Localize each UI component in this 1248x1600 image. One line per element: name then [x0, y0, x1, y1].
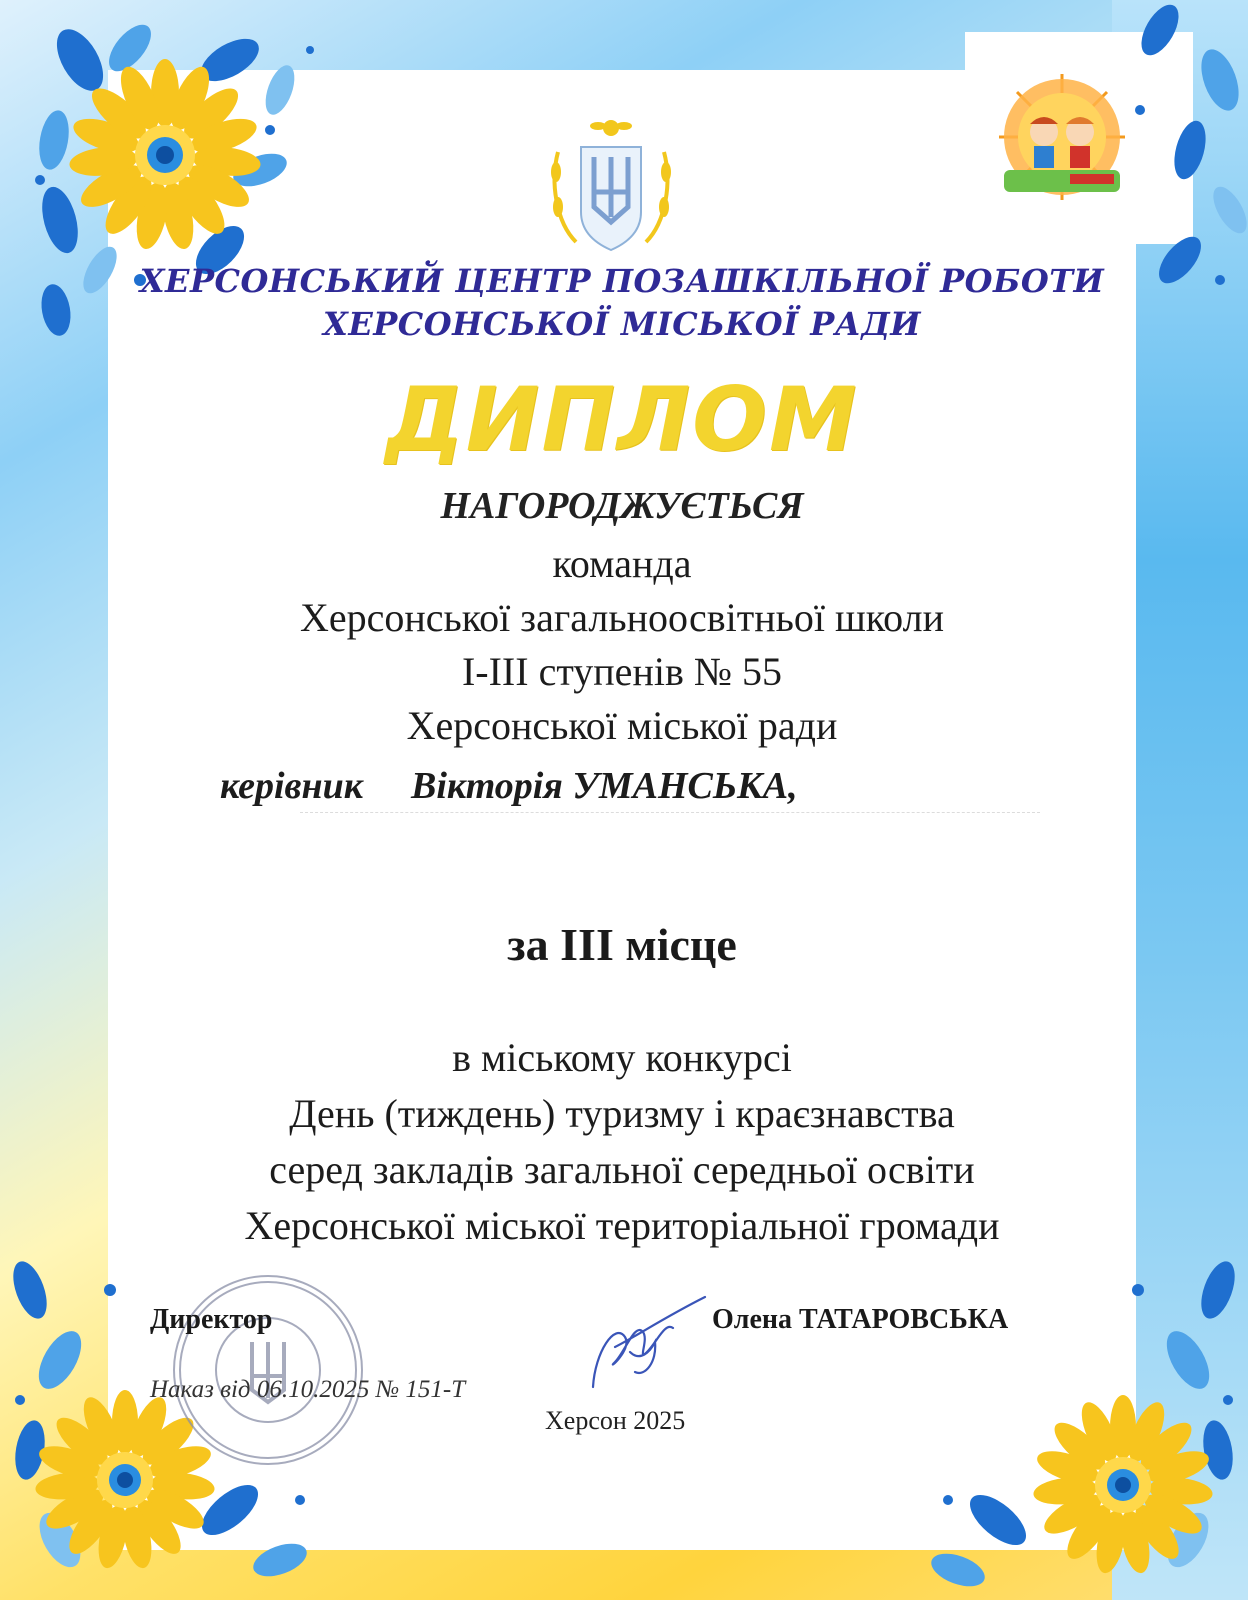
director-label: Директор	[150, 1304, 273, 1335]
leader-name: Вікторія УМАНСЬКА,	[411, 765, 798, 807]
trident-emblem-icon	[536, 112, 686, 262]
diploma-title: ДИПЛОМ	[385, 368, 859, 471]
redacted-area	[300, 812, 1040, 835]
top-left-floral-icon	[20, 20, 350, 350]
organization-name-line1: ХЕРСОНСЬКИЙ ЦЕНТР ПОЗАШКІЛЬНОЇ РОБОТИ	[139, 262, 1105, 300]
recipient-line: Херсонської міської ради	[406, 703, 838, 748]
recipient-line: команда	[552, 541, 692, 586]
leader-row	[220, 764, 798, 808]
contest-line: Херсонської міської територіальної громади	[244, 1203, 1000, 1248]
leader-label: керівник	[220, 765, 364, 807]
bottom-right-floral-icon	[918, 1250, 1248, 1600]
contest-line: в міському конкурсі	[452, 1035, 792, 1080]
contest-line: День (тиждень) туризму і краєзнавства	[289, 1091, 955, 1136]
organization-logo-icon	[982, 62, 1142, 212]
award-place: за ІІІ місце	[507, 919, 737, 970]
contest-line: серед закладів загальної середньої освіти	[269, 1147, 975, 1192]
city-year: Херсон 2025	[545, 1406, 686, 1435]
recipient-line: І-ІІІ ступенів № 55	[461, 649, 783, 694]
organization-name-line2: ХЕРСОНСЬКОЇ МІСЬКОЇ РАДИ	[323, 305, 921, 343]
official-stamp-icon	[170, 1272, 366, 1468]
director-name: Олена ТАТАРОВСЬКА	[712, 1304, 1009, 1335]
awarded-heading: НАГОРОДЖУЄТЬСЯ	[440, 485, 804, 527]
signature-icon	[585, 1292, 710, 1397]
order-reference: Наказ від 06.10.2025 № 151-Т	[150, 1376, 466, 1403]
recipient-line: Херсонської загальноосвітньої школи	[299, 595, 945, 640]
